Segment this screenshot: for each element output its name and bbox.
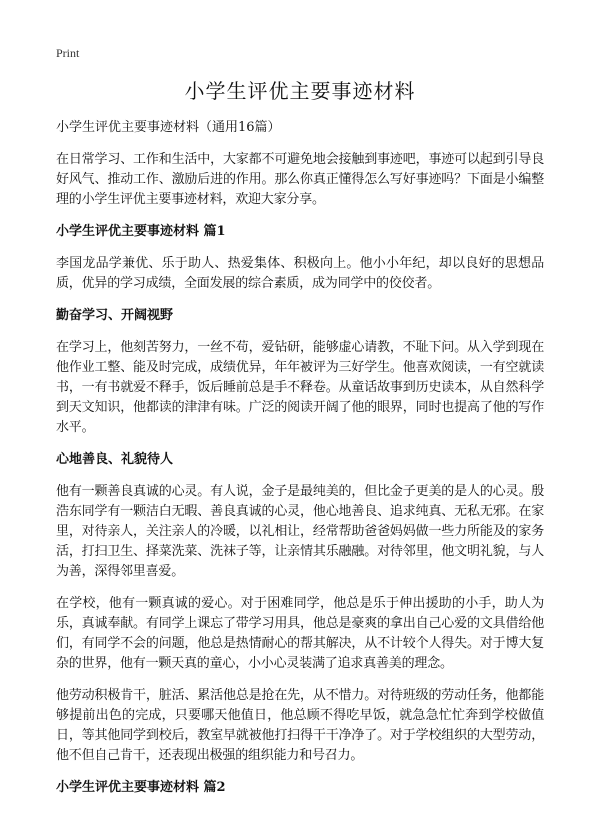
kindness-paragraph-1: 他有一颗善良真诚的心灵。有人说，金子是最纯美的，但比金子更美的是人的心灵。殷浩东同学有一颗洁白无暇、善良真诚的心灵，他心地善良、追求纯真、无私无邪。在家里，对待亲人，关注亲人的冷暖，以礼相让，经常帮助爸爸妈妈做一些力所能及的家务活，打扫卫生、择菜洗菜、洗袜子等，让亲情其乐融融。对待邻里，他文明礼貌，与人为善，深得邻里喜爱。 (56, 484, 544, 579)
print-label: Print (56, 46, 80, 60)
intro-paragraph: 在日常学习、工作和生活中，大家都不可避免地会接触到事迹吧，事迹可以起到引导良好风气、推动工作、激励后进的作用。那么你真正懂得怎么写好事迹吗？下面是小编整理的小学生评优主要事迹材料，欢迎大家分享。 (56, 152, 544, 207)
heading-kindness: 心地善良、礼貌待人 (56, 452, 174, 467)
labor-paragraph: 他劳动积极肯干，脏活、累活他总是抢在先，从不惜力。对待班级的劳动任务，他都能够提前出色的完成，只要哪天他值日，他总顾不得吃早饭，就急急忙忙奔到学校做值日，等其他同学到校后，教室早就被他打扫得干干净净了。对于学校组织的大型劳动，他不但自己肯干，还表现出极强的组织能力和号召力。 (56, 688, 544, 763)
section-1-title: 小学生评优主要事迹材料 篇1 (56, 224, 226, 239)
kindness-paragraph-2: 在学校，他有一颗真诚的爱心。对于困难同学，他总是乐于伸出援助的小手，助人为乐，真诚奉献。有同学上课忘了带学习用具，他总是豪爽的拿出自己心爱的文具借给他们，有同学不会的问题，他总是热情耐心的帮其解决，从不计较个人得失。对于博大复杂的世界，他有一颗天真的童心，小小心灵装满了追求真善美的理念。 (56, 596, 544, 671)
study-paragraph: 在学习上，他刻苦努力，一丝不苟，爱钻研，能够虚心请教，不耻下问。从入学到现在他作业工整、能及时完成，成绩优异，年年被评为三好学生。他喜欢阅读，一有空就读书，一有书就爱不释手，饭后睡前总是手不释卷。从童话故事到历史读本，从自然科学到天文知识，他都读的津津有味。广泛的阅读开阔了他的眼界，同时也提高了他的写作水平。 (56, 340, 544, 435)
heading-study: 勤奋学习、开阔视野 (56, 308, 174, 323)
document-subtitle: 小学生评优主要事迹材料（通用16篇） (56, 120, 281, 135)
document-title: 小学生评优主要事迹材料 (184, 79, 416, 103)
section-2-title: 小学生评优主要事迹材料 篇2 (56, 780, 226, 795)
section-1-intro-paragraph: 李国龙品学兼优、乐于助人、热爱集体、积极向上。他小小年纪，却以良好的思想品质，优异的学习成绩，全面发展的综合素质，成为同学中的佼佼者。 (56, 256, 544, 291)
